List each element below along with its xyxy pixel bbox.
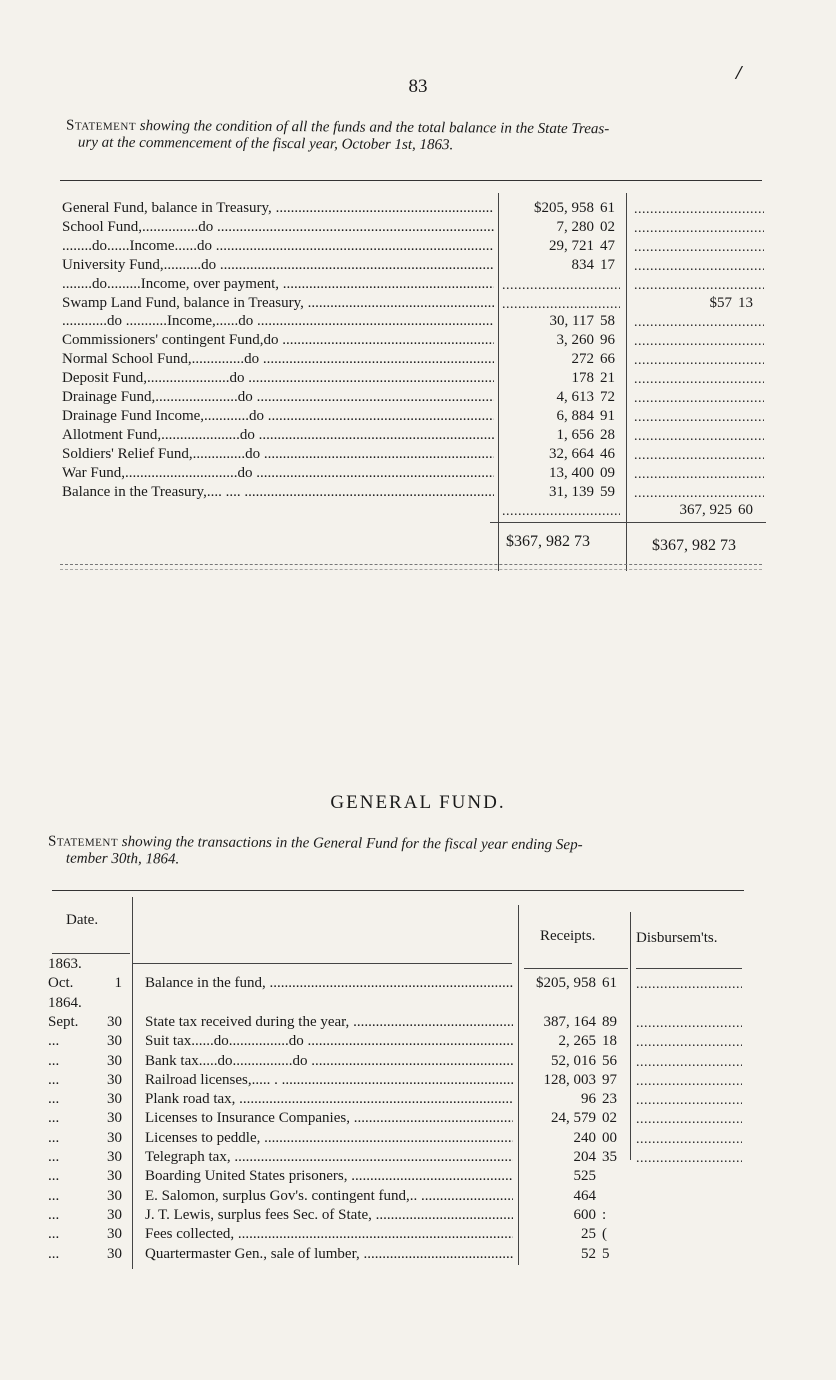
transaction-label: Plank road tax, ..... xyxy=(145,1090,513,1108)
fund-row-col2-dots xyxy=(634,428,764,446)
fund-row-col1-amount xyxy=(502,445,626,463)
transaction-label: Railroad licenses,..... . ..... xyxy=(145,1071,513,1089)
fund-row-col2-amount xyxy=(632,294,766,312)
receipt-dollars: 204 xyxy=(573,1149,596,1165)
statement2-caption-line1: showing the transactions in the General Fund for the fiscal year ending Sep- xyxy=(121,834,583,854)
fund-row-col1-cents: 91 xyxy=(600,407,615,424)
transaction-label: Suit tax......do................do ..... xyxy=(145,1032,513,1050)
fund-row-col2-dots xyxy=(634,409,764,427)
transaction-label: Licenses to peddle, ..... xyxy=(145,1129,513,1147)
fund-row-label: War Fund,..............................do ..... xyxy=(62,464,494,482)
disbursement-dots xyxy=(636,1092,742,1110)
fund-row-col1-dollars: 13, 400 xyxy=(549,464,594,481)
receipt-dollars: 387, 164 xyxy=(543,1013,596,1030)
fund-row-col2-dollars: 367, 925 xyxy=(679,502,732,519)
date-part: ... xyxy=(48,1245,60,1262)
fund-row-col1-cents: 59 xyxy=(600,483,615,500)
receipts-header-rule xyxy=(524,968,628,969)
disbursement-dots xyxy=(636,1015,742,1033)
date-part: ... xyxy=(48,1129,60,1146)
receipt-cents: 00 xyxy=(602,1129,617,1146)
receipt-amount xyxy=(520,1245,630,1263)
disbursement-dots xyxy=(636,1131,742,1149)
receipt-cents: 35 xyxy=(602,1149,617,1165)
receipt-dollars: 600 xyxy=(573,1206,596,1223)
fund-row-label: Balance in the Treasury,.... .... ..... xyxy=(62,483,494,501)
disbursement-dots xyxy=(636,1034,742,1052)
fund-row-col2-dots xyxy=(634,314,764,332)
receipt-cents: 97 xyxy=(602,1071,617,1088)
date-part: 1863. xyxy=(48,956,82,972)
receipt-amount xyxy=(520,1206,630,1224)
receipt-amount xyxy=(520,974,630,992)
fund-row-col2-dots xyxy=(634,239,764,257)
date-part: ... xyxy=(48,1071,60,1088)
receipt-cents: 18 xyxy=(602,1033,617,1050)
statement1-top-rule xyxy=(60,180,762,181)
fund-row-col1-dollars: 3, 260 xyxy=(556,332,594,349)
fund-row-col1-dollars: $205, 958 xyxy=(534,200,594,216)
receipt-amount xyxy=(520,1071,630,1089)
fund-row-col1-amount xyxy=(502,199,626,217)
receipt-dollars: 240 xyxy=(573,1129,596,1146)
fund-row-col1-amount xyxy=(502,218,626,236)
fund-row-label: Soldiers' Relief Fund,..............do ..... xyxy=(62,445,494,463)
statement1-total-col1: $367, 982 73 xyxy=(506,533,590,550)
fund-row-col1-amount xyxy=(502,237,626,255)
fund-row-col1-amount xyxy=(502,312,626,330)
fund-row-col1-dots xyxy=(502,277,620,295)
receipt-dollars: $205, 958 xyxy=(536,975,596,992)
statement1-smallcaps: Statement xyxy=(66,117,137,135)
fund-row-col1-cents: 72 xyxy=(600,389,615,405)
fund-row-col2-dots xyxy=(634,485,764,503)
disbursement-dots xyxy=(636,1073,742,1091)
fund-row-col1-amount xyxy=(502,464,626,482)
fund-row-col2-dollars: $57 xyxy=(709,294,732,311)
date-day: 30 xyxy=(107,1149,122,1165)
receipt-dollars: 96 xyxy=(581,1091,596,1108)
statement1-bottom-rule-2 xyxy=(60,569,762,570)
label-header-rule xyxy=(132,963,512,964)
date-part: ... xyxy=(48,1091,60,1108)
receipt-amount xyxy=(520,1032,630,1050)
receipt-amount xyxy=(520,1167,630,1185)
fund-row-col1-dollars: 6, 884 xyxy=(556,407,594,424)
statement1-col-divider-2 xyxy=(626,193,627,571)
receipt-cents: 89 xyxy=(602,1013,617,1030)
fund-row-col1-cents: 17 xyxy=(600,256,615,273)
statement2-col-divider-date xyxy=(132,897,133,1269)
date-day: 30 xyxy=(107,1226,122,1243)
date-part: ... xyxy=(48,1110,60,1127)
receipt-cents: 56 xyxy=(602,1052,617,1069)
date-day: 30 xyxy=(107,1071,122,1088)
fund-row-col1-cents: 02 xyxy=(600,218,615,235)
fund-row-label: Deposit Fund,......................do ..... xyxy=(62,369,494,387)
fund-row-label: University Fund,..........do ..... xyxy=(62,256,494,274)
fund-row-col2-dots xyxy=(634,352,764,370)
transaction-label: Licenses to Insurance Companies, ..... xyxy=(145,1109,513,1127)
receipt-cents: 23 xyxy=(602,1091,617,1108)
fund-row-col1-amount xyxy=(502,407,626,425)
fund-row-col1-cents: 46 xyxy=(600,445,615,462)
receipt-amount xyxy=(520,1052,630,1070)
fund-row-label: ............do ...........Income,......do ..... xyxy=(62,312,494,330)
receipt-dollars: 525 xyxy=(573,1168,596,1185)
fund-row-label: General Fund, balance in Treasury, ..... xyxy=(62,199,494,217)
statement1-col-divider-1 xyxy=(498,193,499,571)
transaction-label: Boarding United States prisoners, ..... xyxy=(145,1167,513,1185)
statement2-col-divider-disb xyxy=(630,912,631,1160)
fund-row-col1-dots xyxy=(502,296,620,314)
statement1-total-rule xyxy=(490,522,766,523)
receipt-amount xyxy=(520,1148,630,1166)
date-day: 30 xyxy=(107,1110,122,1127)
date-day: 30 xyxy=(107,1168,122,1185)
fund-row-label: ........do.........Income, over payment, ..... xyxy=(62,275,494,293)
statement2-top-rule xyxy=(52,890,744,891)
fund-row-col2-cents: 13 xyxy=(738,294,753,311)
pencil-mark: / xyxy=(736,62,742,84)
statement1-caption xyxy=(66,118,776,157)
col-disbursements-header: Disbursem'ts. xyxy=(636,930,718,946)
page-number: 83 xyxy=(408,76,428,97)
disb-header-rule xyxy=(636,968,742,969)
fund-row-label: School Fund,...............do ..... xyxy=(62,218,494,236)
fund-row-col2-dots xyxy=(634,447,764,465)
fund-row-col1-dollars: 178 xyxy=(571,370,594,387)
fund-row-col1-amount xyxy=(502,426,626,444)
transaction-label: State tax received during the year, ..... xyxy=(145,1013,513,1031)
fund-row-col1-amount xyxy=(502,350,626,368)
fund-row-label: Normal School Fund,..............do ..... xyxy=(62,350,494,368)
fund-row-col1-cents: 28 xyxy=(600,426,615,443)
col-date-header: Date. xyxy=(66,912,99,928)
fund-row-label: Drainage Fund,......................do ..... xyxy=(62,388,494,406)
transaction-label: E. Salomon, surplus Gov's. contingent fund,.. ..... xyxy=(145,1187,513,1205)
general-fund-heading: GENERAL FUND. xyxy=(330,792,506,813)
date-day: 30 xyxy=(107,1129,122,1146)
fund-row-col1-dollars: 32, 664 xyxy=(549,445,594,462)
date-day: 30 xyxy=(107,1206,122,1223)
receipt-dollars: 52 xyxy=(581,1245,596,1262)
transaction-label: Bank tax.....do................do ..... xyxy=(145,1052,513,1070)
receipt-amount xyxy=(520,1129,630,1147)
fund-row-col2-dots xyxy=(634,201,764,219)
receipt-amount xyxy=(520,1225,630,1243)
fund-row-col1-cents: 47 xyxy=(600,237,615,254)
fund-row-col1-dollars: 4, 613 xyxy=(556,389,594,405)
fund-row-label: Commissioners' contingent Fund,do ..... xyxy=(62,331,494,349)
transaction-label: Fees collected, ..... xyxy=(145,1225,513,1243)
date-day: 1 xyxy=(114,975,122,992)
fund-row-col1-amount xyxy=(502,369,626,387)
date-part: ... xyxy=(48,1187,60,1204)
receipt-dollars: 128, 003 xyxy=(543,1071,596,1088)
transaction-label: J. T. Lewis, surplus fees Sec. of State, ..... xyxy=(145,1206,513,1224)
transaction-label: Telegraph tax, ..... xyxy=(145,1148,513,1166)
fund-row-col1-cents: 21 xyxy=(600,370,615,387)
date-part: ... xyxy=(48,1149,60,1165)
date-part: ... xyxy=(48,1226,60,1243)
fund-row-col1-dollars: 272 xyxy=(571,351,594,368)
disbursement-dots xyxy=(636,976,742,994)
fund-row-col2-dots xyxy=(634,277,764,295)
receipt-cents: ( xyxy=(602,1226,607,1243)
fund-row-col2-cents: 60 xyxy=(738,502,753,519)
disbursement-dots xyxy=(636,1111,742,1129)
fund-row-col1-amount xyxy=(502,483,626,501)
fund-row-col2-dots xyxy=(634,466,764,484)
date-day: 30 xyxy=(107,1091,122,1108)
date-part: ... xyxy=(48,1033,60,1050)
transaction-label: Balance in the fund, ..... xyxy=(145,974,513,992)
receipt-dollars: 52, 016 xyxy=(551,1052,596,1069)
fund-row-col1-amount xyxy=(502,331,626,349)
receipt-cents: 5 xyxy=(602,1245,610,1262)
receipt-cents: 02 xyxy=(602,1110,617,1127)
disbursement-dots xyxy=(636,1054,742,1072)
date-part: 1864. xyxy=(48,994,82,1011)
fund-row-col1-dollars: 31, 139 xyxy=(549,483,594,500)
statement2-smallcaps: Statement xyxy=(48,833,119,851)
statement1-caption-line2: ury at the commencement of the fiscal year, October 1st, 1863. xyxy=(77,134,454,154)
receipt-amount xyxy=(520,1090,630,1108)
fund-row-col1-dots xyxy=(502,503,620,521)
date-day: 30 xyxy=(107,1245,122,1262)
receipt-amount xyxy=(520,1187,630,1205)
date-part: ... xyxy=(48,1168,60,1185)
statement2-caption xyxy=(48,834,760,873)
receipt-dollars: 24, 579 xyxy=(551,1110,596,1127)
fund-row-col1-dollars: 30, 117 xyxy=(549,313,594,330)
receipt-amount xyxy=(520,1109,630,1127)
fund-row-col2-dots xyxy=(634,390,764,408)
date-day: 30 xyxy=(107,1013,122,1030)
receipt-cents: : xyxy=(602,1206,607,1223)
receipt-amount xyxy=(520,1013,630,1031)
fund-row-col1-amount xyxy=(502,256,626,274)
date-day: 30 xyxy=(107,1187,122,1204)
statement2-col-divider-receipts xyxy=(518,905,519,1265)
fund-row-col2-dots xyxy=(634,371,764,389)
statement2-caption-line2: tember 30th, 1864. xyxy=(65,850,180,868)
date-part: ... xyxy=(48,1206,60,1223)
date-part: Sept. xyxy=(48,1013,79,1030)
fund-row-col1-cents: 96 xyxy=(600,332,615,349)
fund-row-col2-dots xyxy=(634,220,764,238)
fund-row-col1-cents: 61 xyxy=(600,200,615,216)
fund-row-col2-amount xyxy=(632,501,766,519)
fund-row-col1-dollars: 1, 656 xyxy=(556,426,594,443)
statement1-caption-line1: showing the condition of all the funds and the total balance in the State Treas- xyxy=(139,118,610,138)
fund-row-col2-dots xyxy=(634,333,764,351)
fund-row-col1-cents: 66 xyxy=(600,351,615,368)
statement1-total-col2: $367, 982 73 xyxy=(652,537,736,554)
receipt-cents: 61 xyxy=(602,975,617,992)
date-part: ... xyxy=(48,1052,60,1069)
fund-row-col1-dollars: 7, 280 xyxy=(556,218,594,235)
receipt-dollars: 25 xyxy=(581,1226,596,1243)
fund-row-col1-cents: 58 xyxy=(600,313,615,330)
date-day: 30 xyxy=(107,1052,122,1069)
col-receipts-header: Receipts. xyxy=(540,928,596,944)
date-header-rule xyxy=(52,953,130,954)
fund-row-col1-cents: 09 xyxy=(600,464,615,481)
receipt-dollars: 464 xyxy=(573,1187,596,1204)
statement1-bottom-rule xyxy=(60,564,762,565)
fund-row-label: Swamp Land Fund, balance in Treasury, ..... xyxy=(62,294,494,312)
fund-row-col1-amount xyxy=(502,388,626,406)
fund-row-col2-dots xyxy=(634,258,764,276)
fund-row-label: Drainage Fund Income,............do ..... xyxy=(62,407,494,425)
receipt-dollars: 2, 265 xyxy=(558,1033,596,1050)
fund-row-col1-dollars: 29, 721 xyxy=(549,237,594,254)
fund-row-col1-dollars: 834 xyxy=(571,256,594,273)
fund-row-label: ........do......Income......do ..... xyxy=(62,237,494,255)
date-part: Oct. xyxy=(48,975,74,992)
disbursement-dots xyxy=(636,1150,742,1168)
transaction-label: Quartermaster Gen., sale of lumber, ..... xyxy=(145,1245,513,1263)
fund-row-label: Allotment Fund,.....................do ..... xyxy=(62,426,494,444)
date-day: 30 xyxy=(107,1033,122,1050)
